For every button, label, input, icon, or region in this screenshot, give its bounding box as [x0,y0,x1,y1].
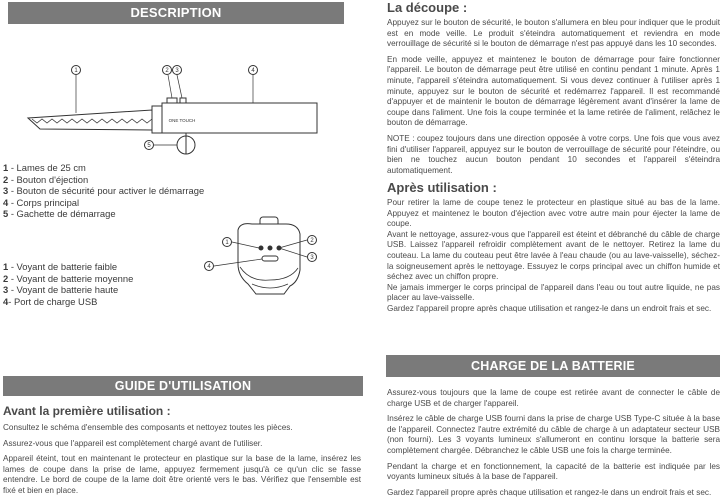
decoupe-text [387,18,720,176]
guide-text [3,423,361,497]
legend-item: 4- Port de charge USB [3,295,98,307]
paragraph: Gardez l'appareil propre après chaque utilisation et rangez-le dans un endroit frais et sec. [387,487,712,497]
legend-item: 1 - Voyant de batterie faible [3,261,118,272]
legend-item: 3 - Voyant de batterie haute [3,284,119,296]
base-legend [3,261,133,307]
knife-callout-2: 2 [165,68,169,74]
avant-title: Avant la première utilisation : [3,404,171,418]
guide-header: GUIDE D'UTILISATION [3,376,363,396]
paragraph: Pour retirer la lame de coupe tenez le protecteur en plastique situé au bas de la lame. Appuyez et maintenez le bouton d'éjection avec votre autre main pour éjecter la lame de coupe. [387,198,720,229]
legend-item: 2 - Bouton d'éjection [3,173,89,185]
legend-item: 4 - Corps principal [3,196,80,208]
paragraph: Assurez-vous que l'appareil est complètement chargé avant de l'utiliser. [3,438,263,448]
paragraph: Consultez le schéma d'ensemble des composants et nettoyez toutes les pièces. [3,423,293,432]
paragraph: Ne jamais immerger le corps principal de l'appareil dans l'eau ou tout autre liquide, ne pas placer au lave-vaisselle. [387,282,720,303]
base-callout-2: 2 [310,238,314,244]
paragraph: Assurez-vous toujours que la lame de coupe est retirée avant de connecter le câble de charge USB et de charger l'appareil. [387,388,720,408]
base-callout-3: 3 [310,255,314,261]
description-header: DESCRIPTION [8,2,344,24]
base-callout-4: 4 [207,264,211,270]
apres-title: Après utilisation : [387,180,497,195]
paragraph: Gardez l'appareil propre après chaque utilisation et rangez-le dans un endroit frais et sec. [387,303,712,313]
knife-callout-1: 1 [74,68,78,74]
legend-item: 5 - Gachette de démarrage [3,208,116,220]
knife-callout-3: 3 [175,68,179,74]
paragraph: Appuyez sur le bouton de sécurité, le bouton s'allumera en bleu pour indiquer que le produit est en mode veille. Le produit s'éteindra automatiquement et reviendra en mode verrouillage de sécurité si le bouton de démarrage n'est pas appuyé dans les 10 secondes. [387,18,720,49]
knife-brand-text: ONE TOUCH [168,118,196,123]
charge-header: CHARGE DE LA BATTERIE [386,355,720,377]
paragraph: Appareil éteint, tout en maintenant le protecteur en plastique sur la base de la lame, insérez les lames de coupe dans la prise de lame, appuyez fermement jusqu'à ce qu'un clic se fasse entendre. Le bord de coupe de la lame doit être orienté vers le bas. Vérifiez que l'ensemble est fixé et bien en place. [3,454,361,495]
legend-item: 1 - Lames de 25 cm [3,162,86,173]
charge-text [387,388,720,498]
knife-callout-5: 5 [147,143,151,149]
paragraph: Insérez le câble de charge USB fourni dans la prise de charge USB Type-C située à la base de l'appareil. Connectez l'autre extrémité du câble de charge à un adaptateur secteur USB (non fourni). Les 3 voyants lumineux s'allumeront en continu lorsque la batterie sera complètement chargée. Débranchez le câble USB une fois la charge terminée. [387,414,720,455]
paragraph: Avant le nettoyage, assurez-vous que l'appareil est éteint et débranché du câble de charge USB. Laissez l'appareil refroidir complètement avant de le nettoyer. Retirez la lame du couteau. La lame du couteau peut être lavée à l'eau chaude (ou au lave-vaisselle), séchez-la soigneusement après le nettoyage. Essuyez le corps principal avec un chiffon humide et séchez avec un chiffon propre. [387,229,720,282]
paragraph: Pendant la charge et en fonctionnement, la capacité de la batterie est indiquée par les voyants lumineux situés à la base de l'appareil. [387,461,720,482]
legend-item: 3 - Bouton de sécurité pour activer le démarrage [3,185,205,197]
knife-diagram [10,58,340,158]
base-callout-1: 1 [225,240,229,246]
knife-callout-4: 4 [251,68,255,74]
paragraph: En mode veille, appuyez et maintenez le bouton de démarrage pour faire fonctionner l'appareil. Le bouton de démarrage peut être utilisé en continu pendant 1 minute. Après 1 minute, l'appareil s'éteindra automatiquement. Si vous devez continuer à l'utiliser après 1 minute, appuyez sur le bouton de sécurité et redémarrez l'appareil. Il est recommandé d'appuyer et de maintenir le bouton de démarrage légèrement avant d'insérer la lame de coupe dans l'aliment. Une fois la coupe terminée et la lame retirée de l'aliment, relâchez le bouton de démarrage. [387,54,720,128]
base-diagram [190,212,330,297]
knife-legend [3,162,204,220]
apres-text [387,198,720,315]
paragraph: NOTE : coupez toujours dans une direction opposée à votre corps. Une fois que vous avez fini d'utiliser l'appareil, appuyez sur le bouton de verrouillage de sécurité pour l'éteindre, ou bien ne touchez aucun bouton pendant 10 secondes et l'appareil s'éteindra automatiquement. [387,133,720,175]
decoupe-title: La découpe : [387,0,468,15]
legend-item: 2 - Voyant de batterie moyenne [3,272,134,284]
